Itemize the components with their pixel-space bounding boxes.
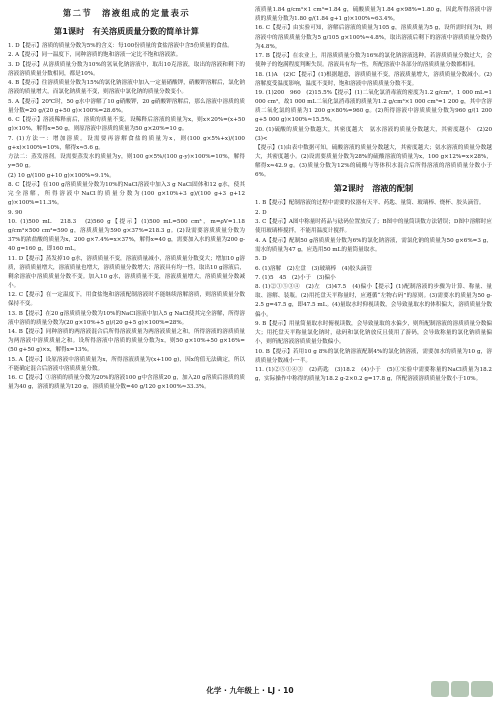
answer-item: 20. (1)硫酸的质量分数越大，其密度越大 氨水溶液的质量分数越大，其密度越小 (2)20 (3)<: [255, 126, 498, 142]
answer-item: 5. A【提示】20℃时，50 g水中溶解了10 g硝酸钾，20 g硝酸钾溶解后，那么溶液中溶质的质量分数=20 g/(20 g+50 g)×100%=28.6%。: [8, 98, 245, 114]
answer-item: 1. D【提示】溶质的质量分数为5%的含义：每100份质量的食盐溶液中含5份质量的食盐。: [8, 43, 233, 49]
left-column: [8, 6, 245, 674]
right-column: [255, 6, 498, 674]
answer-item: 11. D【提示】蒸发掉10 g水，溶质质量不变，溶液质量减小，溶质质量分数变大；增加10 g溶质，溶质质量增大，溶液质量也增大，溶质质量分数增大；溶液具有均一性，取出10 g溶液后，剩余溶液中溶质质量分数不变。加入10 g水，溶质质量不变，溶液质量增大，溶质质量分数减小。: [8, 255, 245, 289]
answer-item: 2. D: [255, 209, 267, 216]
answer-item: 6. (1)溶解 (2)左盘 (3)玻璃棒 (4)胶头滴管: [255, 265, 373, 272]
answer-item: 11. (1)②⑤①④③ (2)药匙 (3)18.2 (4)小于 (5)①实验中需要称量的NaCl质量为18.2 g，实际操作中称得的质量为18.2 g-2×0.2 g=17.8 g，所配溶液溶质质量分数小于10%。: [255, 366, 492, 383]
two-column-body: [8, 6, 498, 674]
answer-item: 16. C【提示】①溶质的质量分数为20%的溶液100 g中含溶质20 g，加入20 g溶质后溶质的质量为40 g，溶液的质量为120 g，溶质质量分数=40 g/120 g×100%≈33.3%。: [8, 375, 245, 391]
answer-item: 14. B【提示】同种溶质的两溶液混合后所得溶液质量为两溶液质量之和，所得溶液的溶质质量为两溶液中溶质质量之和。设所得溶液中溶质的质量分数为x，则50 g×10%+50 g×16%=(50 g+50 g)×x，解得x=13%。: [8, 329, 245, 354]
section-title: 第二节 溶液组成的定量表示: [62, 8, 191, 18]
answer-item: 6. C【提示】溶液稀释前后，溶质的质量不变。设稀释后溶液的质量为x，则x×20%=(x+50 g)×10%，解得x=50 g，则原溶液中溶质的质量为50 g×20%=10 g。: [8, 117, 245, 133]
answer-item: 7. (1)5 45 (2)小于 (3)偏小: [255, 274, 336, 281]
answer-item: 4. A【提示】配制50 g溶质质量分数为6%的氯化钠溶液，需氯化钠的质量为50 g×6%=3 g，需水的质量为47 g，应选用50 mL的量筒量取水。: [255, 237, 492, 253]
answer-item: 【提示】(1)由表中数据可知，硫酸溶液的质量分数越大，其密度越大；氨水溶液的质量分数越大，其密度越小。(2)设需要质量分数为28%的硫酸溶液的质量为x，100 g×12%=x×28%，解得x≈42.9 g。(3)质量分数为12%的硫酸与等体积水混合后所得溶液的溶质质量分数小于6%。: [255, 145, 492, 179]
answer-item: 12. C【提示】在一定温度下，用食盐饱和溶液配制溶液时不能继续溶解溶质，则溶质质量分数保持不变。: [8, 292, 245, 308]
answer-item: 10. B【提示】若用10 g 8%的氯化钠溶液配制4%的氯化钠溶液，需要加水的质量为10 g，溶质质量分数减小一半。: [255, 348, 492, 364]
answer-item: 3. C【提示】A图中称量时药品与砝码位置放反了；B图中的量筒读数方法错误；D图中溶解时应使用玻璃棒搅拌，不能用温度计搅拌。: [255, 219, 492, 235]
answer-item: 9. 90: [8, 209, 23, 216]
lesson1-title: 第1课时 有关溶质质量分数的简单计算: [54, 26, 199, 36]
answer-item: 16. C【提示】由实验可知，溶解后溶液的质量为105 g，溶质质量为5 g，设所需时间为t，则溶液中的溶质质量分数为5 g/105 g×100%≈4.8%，取出溶液后剩下的溶液中溶质质量分数仍为4.8%。: [255, 25, 492, 50]
right-answer-list-top: [255, 6, 498, 180]
answer-item: 18. (1)A (2)C【提示】(1)根据题意，溶质质量不变，溶液质量增大，溶质质量分数减小。(2)溶解度受温度影响，温度不变时，饱和溶液中溶质质量分数不变。: [255, 71, 492, 87]
answer-item: 19. (1)200 960 (2)15.5%【提示】(1)二氧化氯消毒液的密度为1.2 g/cm³，1 000 mL=1 000 cm³，故1 000 mL二氧化氯消毒液的质量为1.2 g/cm³×1 000 cm³=1 200 g，其中含溶质二氧化氯的质量为1 200 g×80%=960 g。(2)所得溶液中溶质质量分数为960 g/(1 200 g+5 000 g)×100%≈15.5%。: [255, 89, 492, 124]
answer-item: 17. B【提示】在农业上，用溶质质量分数为16%的氯化钠溶液选种，若溶质质量分数过大，会使种子的饱满程度判断失误。溶液具有均一性，所配溶液中各部分的溶质质量分数都相同。: [255, 53, 492, 69]
right-answer-list-bottom: [255, 199, 492, 384]
answer-item: 9. B【提示】用量筒量取水时俯视读数，会导致量取的水偏少，则所配制溶液的溶质质量分数偏大；用托盘天平称量氯化钠时，砝码和氯化钠放反且使用了游码，会导致称量的氯化钠质量偏小，则所配溶液溶质质量分数偏小。: [255, 320, 492, 346]
lesson2-title: 第2课时 溶液的配制: [333, 183, 414, 194]
page-footer: [0, 683, 500, 699]
answer-item: 13. B【提示】在20 g溶质质量分数为10%的NaCl溶液中加入5 g NaCl使其完全溶解，所得溶液中溶质的质量分数为(20 g×10%+5 g)/(20 g+5 g)×100%=28%。: [8, 310, 245, 326]
answer-item: 15. A【提示】设原溶液中溶质质量为x，所得溶液质量为(x+100 g)，因x的值无法确定，所以不能确定混合后溶液中溶质质量分数。: [8, 356, 245, 372]
answer-item: 2. A【提示】同一温度下，同种溶质的饱和溶液一定比不饱和溶液浓。: [8, 52, 182, 59]
answer-item: (2) 10 g/(100 g+10 g)×100%≈9.1%。: [8, 172, 115, 179]
answer-item: 1. B【提示】配制溶液的过程中需要的仪器有天平、药匙、量筒、玻璃棒、烧杯、胶头滴管。: [255, 200, 485, 207]
answer-item: 8. C【提示】在100 g溶质质量分数为10%的NaCl溶液中加入3 g NaCl固体和12 g水，使其完全溶解，所得溶液中NaCl的质量分数为(100 g×10%+3 g)/(100 g+3 g+12 g)×100%=11.3%。: [8, 182, 245, 207]
answer-item: 7. (1)方法一：增加溶质。设需要再溶解食盐的质量为x，则(100 g×5%+x)/(100 g+x)×100%=10%，解得x≈5.6 g。: [8, 135, 245, 151]
answer-item: 3. D【提示】从溶质质量分数为10%的氢氧化钠溶液中，取出10克溶液，取出的溶液和剩下的溶液溶质质量分数相同，都是10%。: [8, 61, 245, 77]
answer-item: 10. (1)500 mL 218.3 (2)560 g【提示】(1)500 mL=500 cm³，m=ρV=1.18 g/cm³×500 cm³=590 g，溶质质量为590 g×37%=218.3 g。(2)设需要溶质质量分数为37%的浓盐酸的质量为x，200 g×7.4%=x×37%，解得x=40 g，需要加入水的质量为200 g-40 g=160 g，即160 mL。: [8, 219, 245, 253]
answer-item: 4. B【提示】往溶质质量分数为15%的氯化钠溶液中加入一定量硝酸钾，硝酸钾溶解后，氯化钠溶液的质量增大，而氯化钠质量不变，则溶液中氯化钠的质量分数变小。: [8, 80, 245, 96]
answer-item: 8. (1)②①⑤③④ (2)左 (3)47.5 (4)偏小【提示】(1)配制溶液的步骤为计算、称量、量取、溶解、装瓶。(2)用托盘天平称量时，应遵循“左物右码”的原则。(3)需要水的质量为50 g-2.5 g=47.5 g，即47.5 mL。(4)量取水时仰视读数，会导致量取水的体积偏大，溶质质量分数偏小。: [255, 284, 492, 318]
left-answer-list: [8, 42, 245, 392]
watermark-logo-icon: [430, 679, 494, 699]
footer-text: 化学 · 九年级上 · LJ · 10: [206, 686, 294, 695]
answer-item: 5. D: [255, 256, 267, 263]
answer-item: 方法二：蒸发溶剂。设需要蒸发水的质量为y，则100 g×5%/(100 g-y)×100%=10%，解得y=50 g。: [8, 154, 245, 170]
answer-item: 液质量1.84 g/cm³×1 cm³=1.84 g，硫酸质量为1.84 g×98%=1.80 g，因此所得溶液中溶质的质量分数为1.80 g/(1.84 g+1 g)×100%≈63.4%。: [255, 7, 492, 23]
